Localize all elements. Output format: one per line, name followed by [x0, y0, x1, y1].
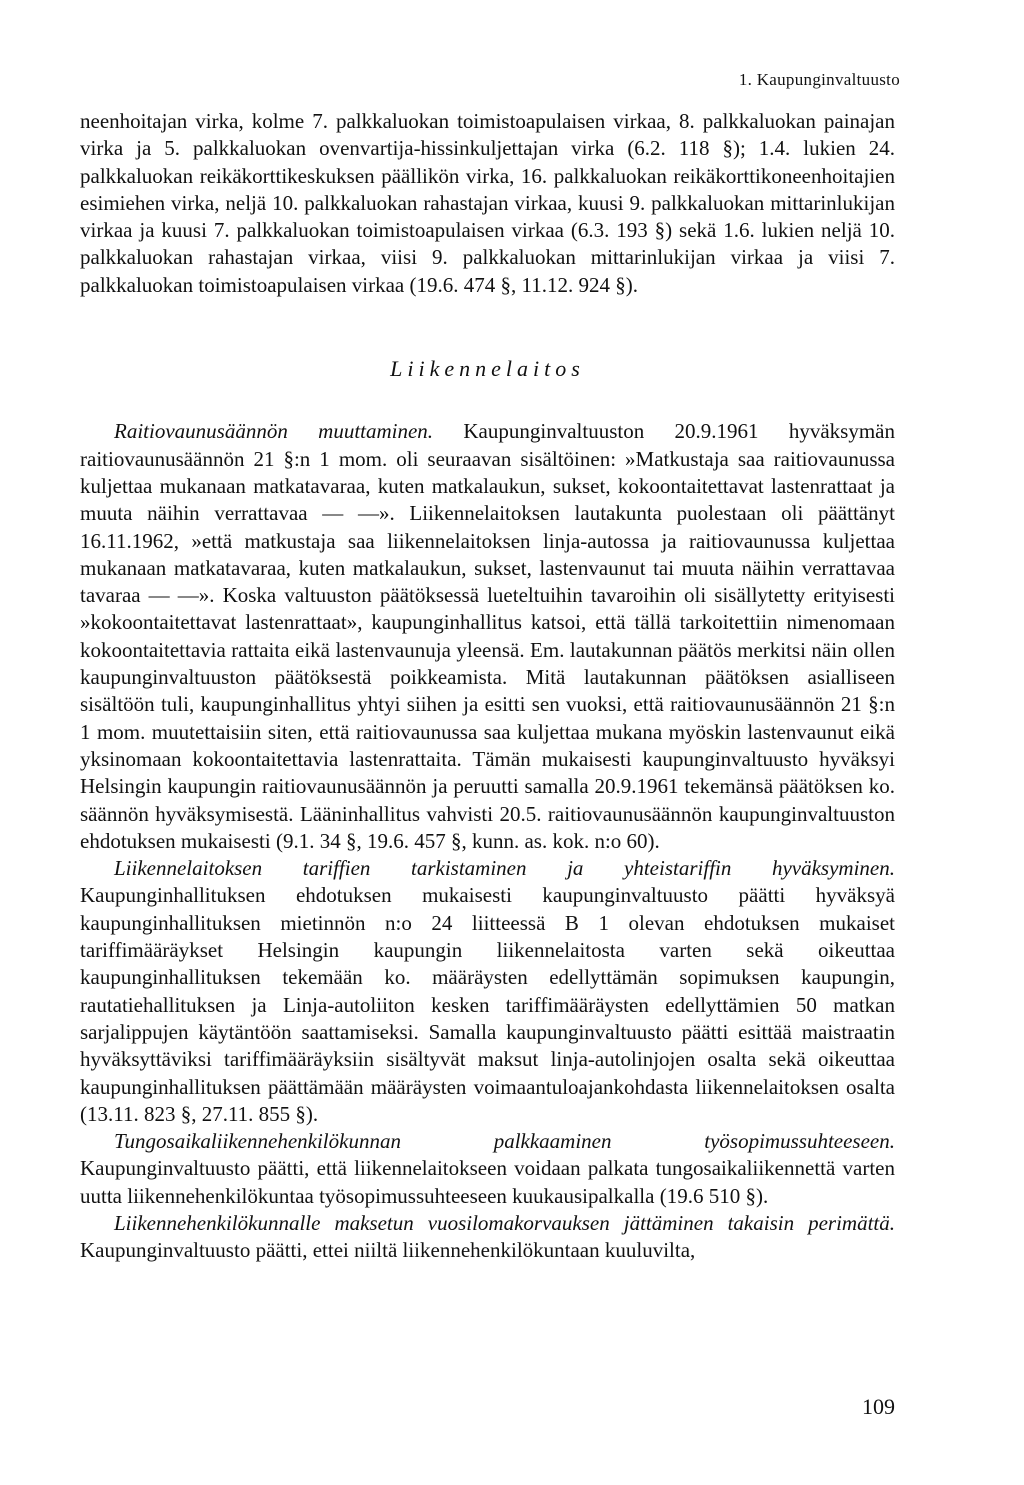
paragraph-heading: Raitiovaunusäännön muuttaminen.	[114, 419, 434, 444]
paragraph-continuation: neenhoitajan virka, kolme 7. palkkaluokan toimistoapulaisen virkaa, 8. palkkaluokan painajan virka ja 5. palkkaluokan ovenvartija-hissinkuljettajan virka (6.2. 118 §); 1.4. lukien 24. palkkaluokan reikäkorttikeskuksen päällikön virka, 16. palkkaluokan reikäkorttikoneenhoitajien esimiehen virka, neljä 10. palkkaluokan rahastajan virkaa, kuusi 9. palkkaluokan mittarinlukijan virkaa ja kuusi 7. palkkaluokan toimistoapulaisen virkaa (6.3. 193 §) sekä 1.6. lukien neljä 10. palkkaluokan rahastajan virkaa, viisi 9. palkkaluokan mittarinlukijan virkaa ja viisi 7. palkkaluokan toimistoapulaisen virkaa (19.6. 474 §, 11.12. 924 §).	[80, 109, 895, 297]
paragraph-heading: Tungosaikaliikennehenkilökunnan palkkaaminen työsopimussuhteeseen.	[114, 1129, 895, 1154]
page-number: 109	[862, 1394, 895, 1419]
paragraph-heading: Liikennelaitoksen tariffien tarkistaminen ja yhteistariffin hyväksyminen.	[114, 856, 895, 881]
paragraph-vuosilomakorvaus	[80, 1210, 895, 1265]
running-head: 1. Kaupunginvaltuusto	[738, 70, 900, 89]
paragraph-raitiovaunusaanto	[80, 418, 895, 855]
paragraph-body: Kaupunginvaltuusto päätti, että liikennelaitokseen voidaan palkata tungosaikaliikennettä varten uutta liikennehenkilökuntaa työsopimussuhteeseen kuukausipalkalla (19.6 510 §).	[80, 1156, 895, 1208]
body-text	[80, 108, 895, 1265]
paragraph-tariffit	[80, 855, 895, 1128]
paragraph-tungosaika	[80, 1128, 895, 1210]
paragraph-body: Kaupunginvaltuuston 20.9.1961 hyväksymän raitiovaunusäännön 21 §:n 1 mom. oli seuraavan sisältöinen: »Matkustaja saa raitiovaunussa kuljettaa mukanaan matkatavaraa, kuten matkalaukun, sukset, kokoontaitettavat lastenrattaat ja muuta näihin verrattavaa — —». Liikennelaitoksen lautakunta puolestaan oli päättänyt 16.11.1962, »että matkustaja saa liikennelaitoksen linja-autossa ja raitiovaunussa kuljettaa mukanaan matkatavaraa, kuten matkalaukun, sukset, lastenvaunut tai muuta näihin verrattavaa tavaraa — —». Koska valtuuston päätöksessä lueteltuihin tavaroihin oli sisällytetty erityisesti »kokoontaitettavat lastenrattaat», kaupunginhallitus katsoi, että tällä tarkoitettiin nimenomaan kokoontaitettavia rattaita eikä lastenvaunuja yleensä. Em. lautakunnan päätös merkitsi näin ollen kaupunginvaltuuston päätöksestä poikkeamista. Mitä lautakunnan päätöksen asialliseen sisältöön tuli, kaupunginhallitus yhtyi siihen ja esitti sen vuoksi, että raitiovaunusäännön 21 §:n 1 mom. muutettaisiin siten, että raitiovaunussa saa kuljettaa mukana myöskin lastenvaunut eikä yksinomaan kokoontaitettavia lastenrattaita. Tämän mukaisesti kaupunginvaltuusto hyväksyi Helsingin kaupungin raitiovaunusäännön ja peruutti samalla 20.9.1961 tekemänsä päätöksen ko. säännön hyväksymisestä. Lääninhallitus vahvisti 20.5. raitiovaunusäännön kaupunginvaltuuston ehdotuksen mukaisesti (9.1. 34 §, 19.6. 457 §, kunn. as. kok. n:o 60).	[80, 419, 896, 853]
paragraph-body: Kaupunginvaltuusto päätti, ettei niiltä liikennehenkilökuntaan kuuluvilta,	[80, 1238, 696, 1263]
paragraph-heading: Liikennehenkilökunnalle maksetun vuosilomakorvauksen jättäminen takaisin perimättä.	[114, 1210, 895, 1235]
section-title: Liikennelaitos	[390, 356, 585, 382]
paragraph-body: Kaupunginhallituksen ehdotuksen mukaisesti kaupunginvaltuusto päätti hyväksyä kaupunginhallituksen mietinnön n:o 24 liitteessä B 1 olevan ehdotuksen mukaiset tariffimääräykset Helsingin kaupungin liikennelaitosta varten sekä oikeuttaa kaupunginhallituksen tekemään ko. määräysten edellyttämän sopimuksen kaupungin, rautatiehallituksen ja Linja-autoliiton kesken tariffimääräysten edellyttämien 50 matkan sarjalippujen käytäntöön saattamiseksi. Samalla kaupunginvaltuusto päätti esittää maistraatin hyväksyttäviksi tariffimääräyksiin sisältyvät maksut linja-autolinjojen osalta sekä oikeuttaa kaupunginhallituksen päättämään määräysten voimaantuloajankohdasta liikennelaitoksen osalta (13.11. 823 §, 27.11. 855 §).	[80, 883, 895, 1126]
